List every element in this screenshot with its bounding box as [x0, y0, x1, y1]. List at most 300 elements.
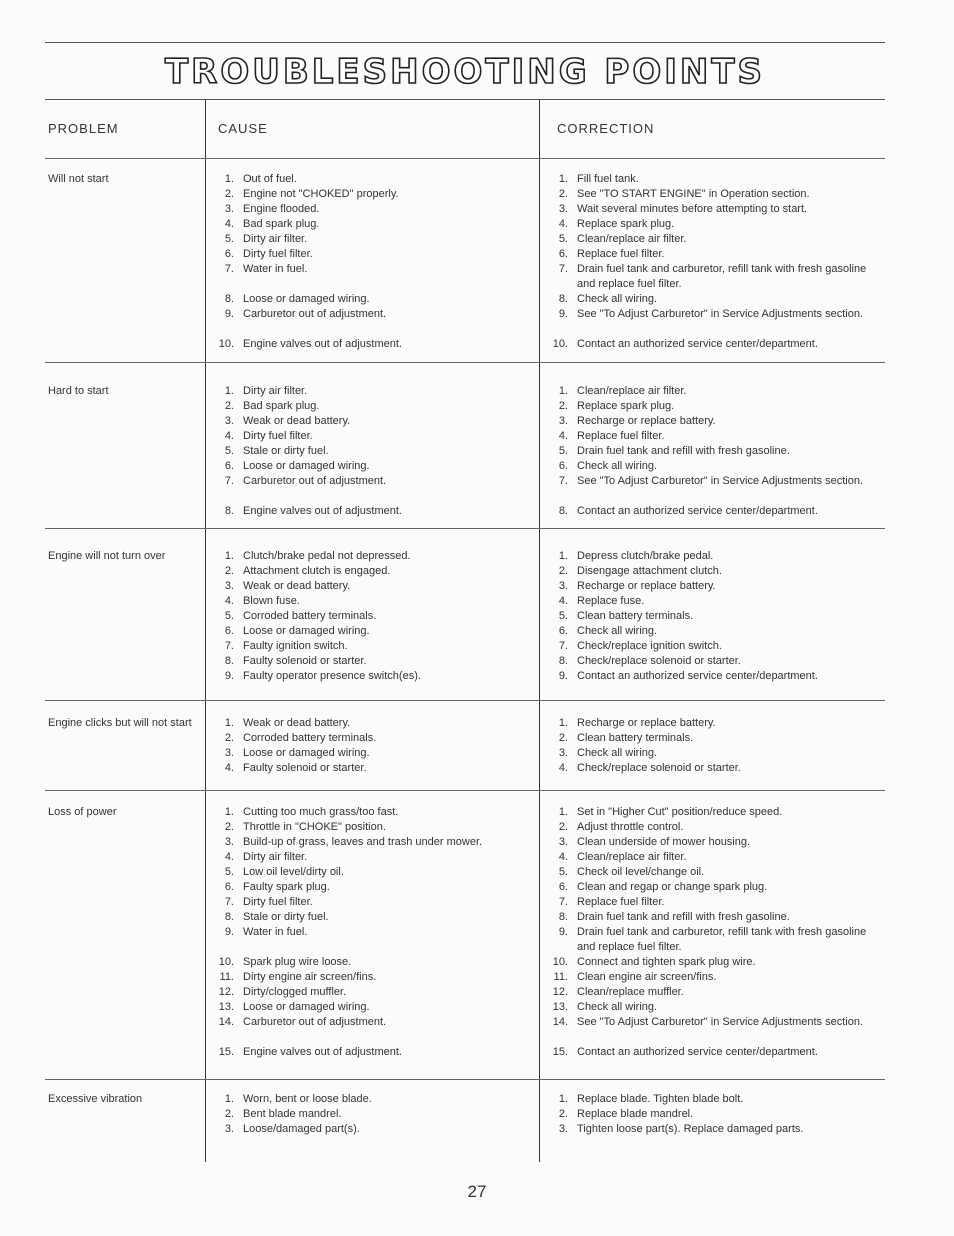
item-text: Replace fuse.	[577, 595, 645, 607]
list-item	[546, 624, 874, 639]
list-item	[546, 761, 874, 776]
problem-label: Will not start	[48, 173, 109, 185]
item-number: 1.	[558, 173, 568, 185]
item-number: 2.	[558, 1108, 568, 1120]
list-item	[546, 820, 874, 835]
item-number: 1.	[558, 385, 568, 397]
list-item	[546, 955, 874, 970]
list-item	[212, 835, 532, 850]
list-item	[212, 639, 532, 654]
item-number: 9.	[558, 926, 568, 938]
list-item	[212, 716, 532, 731]
item-text: Contact an authorized service center/department.	[577, 1046, 818, 1058]
item-text: Clean battery terminals.	[577, 732, 694, 744]
problem-label: Hard to start	[48, 385, 109, 397]
item-number: 10.	[552, 956, 568, 968]
item-number: 3.	[224, 747, 234, 759]
item-number: 2.	[224, 188, 234, 200]
problem-label: Loss of power	[48, 806, 117, 818]
item-number: 10.	[552, 338, 568, 350]
list-item	[546, 172, 874, 187]
item-number: 6.	[224, 625, 234, 637]
item-text: Replace spark plug.	[577, 400, 675, 412]
item-number: 9.	[558, 670, 568, 682]
list-item	[212, 669, 532, 684]
item-number: 11.	[553, 971, 568, 983]
item-text: Corroded battery terminals.	[243, 732, 377, 744]
list-item	[212, 910, 532, 925]
item-text: Bad spark plug.	[243, 400, 320, 412]
item-text: Check/replace ignition switch.	[577, 640, 722, 652]
list-item	[546, 746, 874, 761]
item-text: Tighten loose part(s). Replace damaged parts.	[577, 1123, 804, 1135]
item-number: 6.	[224, 248, 234, 260]
list-item	[546, 444, 874, 459]
item-number: 1.	[558, 1093, 568, 1105]
item-number: 9.	[224, 308, 234, 320]
item-text: Replace spark plug.	[577, 218, 675, 230]
item-text: Dirty fuel filter.	[243, 248, 313, 260]
item-text: Recharge or replace battery.	[577, 717, 716, 729]
item-text: Engine not "CHOKED" properly.	[243, 188, 399, 200]
item-text: Carburetor out of adjustment.	[243, 308, 387, 320]
list-item	[546, 202, 874, 217]
header-rule	[45, 158, 885, 159]
item-number: 6.	[558, 881, 568, 893]
list-item	[546, 1000, 874, 1015]
list-item	[546, 504, 874, 519]
item-number: 8.	[558, 911, 568, 923]
item-text: Check all wiring.	[577, 747, 658, 759]
item-number: 8.	[224, 655, 234, 667]
item-number: 4.	[224, 430, 234, 442]
item-number: 14.	[552, 1016, 568, 1028]
list-item	[212, 202, 532, 217]
item-number: 3.	[558, 1123, 568, 1135]
item-number: 4.	[558, 762, 568, 774]
item-number: 3.	[558, 836, 568, 848]
item-number: 4.	[558, 430, 568, 442]
item-number: 12.	[218, 986, 234, 998]
list-item	[212, 955, 532, 970]
item-number: 3.	[224, 580, 234, 592]
item-text: Weak or dead battery.	[243, 415, 351, 427]
list-item	[546, 925, 874, 955]
item-text: Loose or damaged wiring.	[243, 625, 370, 637]
item-text: Engine valves out of adjustment.	[243, 505, 402, 517]
item-number: 5.	[224, 610, 234, 622]
item-text: Check all wiring.	[577, 1001, 658, 1013]
item-text: See "To Adjust Carburetor" in Service Adjustments section.	[577, 308, 864, 320]
section-rule	[45, 362, 885, 363]
item-number: 2.	[558, 732, 568, 744]
list-item	[212, 880, 532, 895]
item-text: Carburetor out of adjustment.	[243, 475, 387, 487]
list-item	[546, 307, 874, 322]
problem-label: Engine clicks but will not start	[48, 717, 192, 729]
item-number: 9.	[558, 308, 568, 320]
item-text: Check all wiring.	[577, 625, 658, 637]
list-item	[212, 337, 532, 352]
header-cause: CAUSE	[218, 121, 268, 136]
list-item	[212, 1015, 532, 1030]
list-item	[212, 247, 532, 262]
item-text: Build-up of grass, leaves and trash under mower.	[243, 836, 483, 848]
item-text: Blown fuse.	[243, 595, 300, 607]
list-item	[212, 474, 532, 489]
header-problem: PROBLEM	[48, 121, 119, 136]
list-item	[212, 609, 532, 624]
list-item	[212, 820, 532, 835]
item-text: Clean battery terminals.	[577, 610, 694, 622]
item-text: Clean/replace air filter.	[577, 385, 687, 397]
list-item	[546, 429, 874, 444]
column-divider-correction	[539, 100, 540, 1162]
item-text: Clean engine air screen/fins.	[577, 971, 717, 983]
list-item	[212, 399, 532, 414]
item-number: 13.	[218, 1001, 234, 1013]
item-text: Loose or damaged wiring.	[243, 293, 370, 305]
list-item	[546, 549, 874, 564]
item-text: Weak or dead battery.	[243, 717, 351, 729]
item-text: Loose or damaged wiring.	[243, 747, 370, 759]
list-item	[546, 1015, 874, 1030]
item-text: Loose or damaged wiring.	[243, 460, 370, 472]
item-number: 3.	[558, 747, 568, 759]
list-item	[212, 504, 532, 519]
item-number: 4.	[224, 851, 234, 863]
item-number: 7.	[224, 896, 234, 908]
list-item	[546, 217, 874, 232]
item-number: 2.	[224, 821, 234, 833]
item-text: Corroded battery terminals.	[243, 610, 377, 622]
list-item	[546, 609, 874, 624]
item-text: Loose/damaged part(s).	[243, 1123, 360, 1135]
list-item	[212, 746, 532, 761]
item-text: Replace blade. Tighten blade bolt.	[577, 1093, 744, 1105]
item-text: Replace blade mandrel.	[577, 1108, 694, 1120]
item-number: 2.	[558, 821, 568, 833]
list-item	[546, 985, 874, 1000]
item-text: Clean/replace muffler.	[577, 986, 684, 998]
item-number: 1.	[224, 1093, 234, 1105]
item-number: 1.	[224, 385, 234, 397]
item-text: Dirty/clogged muffler.	[243, 986, 347, 998]
list-item	[546, 835, 874, 850]
item-number: 2.	[558, 565, 568, 577]
item-text: Faulty operator presence switch(es).	[243, 670, 421, 682]
item-number: 7.	[224, 475, 234, 487]
item-text: Adjust throttle control.	[577, 821, 684, 833]
item-number: 6.	[224, 460, 234, 472]
item-text: See "TO START ENGINE" in Operation section.	[577, 188, 810, 200]
list-item	[212, 985, 532, 1000]
item-text: Replace fuel filter.	[577, 430, 665, 442]
item-text: Dirty fuel filter.	[243, 896, 313, 908]
item-text: Faulty ignition switch.	[243, 640, 348, 652]
list-item	[546, 564, 874, 579]
item-text: Water in fuel.	[243, 263, 308, 275]
list-item	[546, 384, 874, 399]
item-number: 4.	[558, 851, 568, 863]
item-text: Clean and regap or change spark plug.	[577, 881, 768, 893]
problem-label: Excessive vibration	[48, 1093, 143, 1105]
item-number: 1.	[224, 717, 234, 729]
section-rule	[45, 700, 885, 701]
list-item	[212, 925, 532, 940]
list-item	[546, 654, 874, 669]
item-text: Carburetor out of adjustment.	[243, 1016, 387, 1028]
item-number: 2.	[224, 1108, 234, 1120]
item-number: 2.	[224, 565, 234, 577]
list-item	[212, 1045, 532, 1060]
item-number: 1.	[224, 806, 234, 818]
list-item	[546, 187, 874, 202]
list-item	[212, 731, 532, 746]
item-text: Stale or dirty fuel.	[243, 911, 329, 923]
item-number: 7.	[558, 475, 568, 487]
item-number: 15.	[218, 1046, 234, 1058]
item-number: 8.	[558, 505, 568, 517]
list-item	[212, 1122, 532, 1137]
item-number: 5.	[558, 233, 568, 245]
list-item	[212, 384, 532, 399]
item-number: 9.	[224, 670, 234, 682]
list-item	[546, 1107, 874, 1122]
list-item	[546, 850, 874, 865]
list-item	[212, 172, 532, 187]
item-number: 7.	[558, 896, 568, 908]
list-item	[546, 716, 874, 731]
list-item	[546, 594, 874, 609]
item-number: 3.	[224, 415, 234, 427]
item-text: Contact an authorized service center/department.	[577, 670, 818, 682]
item-text: Wait several minutes before attempting to start.	[577, 203, 808, 215]
item-text: Throttle in "CHOKE" position.	[243, 821, 386, 833]
item-text: Engine flooded.	[243, 203, 320, 215]
item-number: 7.	[224, 263, 234, 275]
list-item	[546, 232, 874, 247]
item-text: Spark plug wire loose.	[243, 956, 352, 968]
section-rule	[45, 528, 885, 529]
item-text: Clean/replace air filter.	[577, 233, 687, 245]
item-text: Attachment clutch is engaged.	[243, 565, 391, 577]
item-number: 1.	[224, 173, 234, 185]
item-number: 8.	[558, 293, 568, 305]
item-text: Disengage attachment clutch.	[577, 565, 722, 577]
item-text: Set in "Higher Cut" position/reduce speed.	[577, 806, 783, 818]
item-text: Weak or dead battery.	[243, 580, 351, 592]
item-text: Check/replace solenoid or starter.	[577, 762, 741, 774]
item-number: 4.	[558, 218, 568, 230]
item-number: 11.	[219, 971, 234, 983]
item-text: See "To Adjust Carburetor" in Service Adjustments section.	[577, 475, 864, 487]
list-item	[212, 292, 532, 307]
item-text: Worn, bent or loose blade.	[243, 1093, 372, 1105]
item-number: 1.	[558, 717, 568, 729]
item-text: Stale or dirty fuel.	[243, 445, 329, 457]
item-text: Bent blade mandrel.	[243, 1108, 342, 1120]
item-number: 5.	[558, 445, 568, 457]
item-number: 6.	[558, 248, 568, 260]
list-item	[212, 1000, 532, 1015]
item-number: 3.	[224, 1123, 234, 1135]
list-item	[546, 459, 874, 474]
item-text: Connect and tighten spark plug wire.	[577, 956, 756, 968]
section-rule	[45, 1079, 885, 1080]
item-number: 7.	[224, 640, 234, 652]
item-text: Replace fuel filter.	[577, 248, 665, 260]
item-text: Drain fuel tank and refill with fresh gasoline.	[577, 911, 790, 923]
item-number: 2.	[224, 400, 234, 412]
item-text: Dirty air filter.	[243, 851, 308, 863]
item-text: Check oil level/change oil.	[577, 866, 705, 878]
item-number: 3.	[558, 415, 568, 427]
item-text: See "To Adjust Carburetor" in Service Adjustments section.	[577, 1016, 864, 1028]
item-text: Dirty engine air screen/fins.	[243, 971, 377, 983]
item-text: Clean underside of mower housing.	[577, 836, 751, 848]
list-item	[212, 549, 532, 564]
item-text: Engine valves out of adjustment.	[243, 338, 402, 350]
list-item	[212, 459, 532, 474]
item-number: 7.	[558, 640, 568, 652]
item-text: Clean/replace air filter.	[577, 851, 687, 863]
list-item	[546, 970, 874, 985]
item-number: 6.	[224, 881, 234, 893]
item-text: Low oil level/dirty oil.	[243, 866, 344, 878]
item-number: 8.	[224, 293, 234, 305]
item-number: 14.	[218, 1016, 234, 1028]
list-item	[546, 865, 874, 880]
list-item	[546, 292, 874, 307]
item-number: 3.	[224, 836, 234, 848]
item-text: Water in fuel.	[243, 926, 308, 938]
item-text: Check all wiring.	[577, 293, 658, 305]
item-number: 3.	[224, 203, 234, 215]
list-item	[546, 1092, 874, 1107]
list-item	[546, 1122, 874, 1137]
item-text: Drain fuel tank and refill with fresh gasoline.	[577, 445, 790, 457]
list-item	[546, 1045, 874, 1060]
list-item	[212, 1107, 532, 1122]
list-item	[546, 247, 874, 262]
list-item	[212, 895, 532, 910]
column-divider-cause	[205, 100, 206, 1162]
problem-label: Engine will not turn over	[48, 550, 166, 562]
item-text: Clutch/brake pedal not depressed.	[243, 550, 411, 562]
list-item	[546, 639, 874, 654]
list-item	[212, 444, 532, 459]
list-item	[546, 262, 874, 292]
item-text: Drain fuel tank and carburetor, refill tank with fresh gasoline and replace fuel filter.	[577, 263, 867, 290]
list-item	[212, 187, 532, 202]
list-item	[546, 910, 874, 925]
item-number: 4.	[224, 595, 234, 607]
page-number: 27	[467, 1182, 487, 1201]
item-number: 8.	[558, 655, 568, 667]
list-item	[546, 399, 874, 414]
section-rule	[45, 790, 885, 791]
item-number: 1.	[224, 550, 234, 562]
item-text: Check all wiring.	[577, 460, 658, 472]
list-item	[212, 624, 532, 639]
item-number: 5.	[558, 610, 568, 622]
item-text: Check/replace solenoid or starter.	[577, 655, 741, 667]
item-number: 6.	[558, 460, 568, 472]
list-item	[212, 217, 532, 232]
item-text: Recharge or replace battery.	[577, 415, 716, 427]
header-correction: CORRECTION	[557, 121, 655, 136]
item-number: 5.	[224, 866, 234, 878]
list-item	[212, 1092, 532, 1107]
item-number: 3.	[558, 203, 568, 215]
list-item	[212, 232, 532, 247]
item-number: 9.	[224, 926, 234, 938]
item-text: Bad spark plug.	[243, 218, 320, 230]
item-number: 1.	[558, 550, 568, 562]
list-item	[212, 262, 532, 277]
list-item	[212, 579, 532, 594]
item-text: Replace fuel filter.	[577, 896, 665, 908]
item-text: Fill fuel tank.	[577, 173, 639, 185]
list-item	[212, 307, 532, 322]
item-number: 2.	[558, 188, 568, 200]
item-text: Faulty solenoid or starter.	[243, 762, 367, 774]
list-item	[212, 761, 532, 776]
list-item	[546, 669, 874, 684]
item-number: 10.	[218, 956, 234, 968]
item-text: Cutting too much grass/too fast.	[243, 806, 399, 818]
top-rule	[45, 42, 885, 43]
list-item	[546, 579, 874, 594]
item-text: Dirty air filter.	[243, 233, 308, 245]
page-title: TROUBLESHOOTING POINTS	[164, 52, 766, 92]
item-number: 5.	[224, 445, 234, 457]
list-item	[546, 731, 874, 746]
item-text: Contact an authorized service center/department.	[577, 505, 818, 517]
item-text: Contact an authorized service center/department.	[577, 338, 818, 350]
list-item	[546, 414, 874, 429]
item-text: Dirty fuel filter.	[243, 430, 313, 442]
list-item	[212, 654, 532, 669]
item-number: 10.	[218, 338, 234, 350]
item-number: 7.	[558, 263, 568, 275]
item-text: Faulty spark plug.	[243, 881, 330, 893]
item-text: Faulty solenoid or starter.	[243, 655, 367, 667]
item-text: Loose or damaged wiring.	[243, 1001, 370, 1013]
list-item	[212, 564, 532, 579]
title-rule	[45, 99, 885, 100]
item-text: Depress clutch/brake pedal.	[577, 550, 714, 562]
item-text: Engine valves out of adjustment.	[243, 1046, 402, 1058]
list-item	[212, 594, 532, 609]
list-item	[546, 895, 874, 910]
list-item	[212, 970, 532, 985]
list-item	[546, 337, 874, 352]
item-number: 4.	[558, 595, 568, 607]
item-number: 13.	[552, 1001, 568, 1013]
item-number: 5.	[224, 233, 234, 245]
item-number: 8.	[224, 505, 234, 517]
item-text: Drain fuel tank and carburetor, refill tank with fresh gasoline and replace fuel filter.	[577, 926, 867, 953]
item-number: 4.	[224, 218, 234, 230]
item-text: Dirty air filter.	[243, 385, 308, 397]
list-item	[546, 805, 874, 820]
item-number: 8.	[224, 911, 234, 923]
item-number: 4.	[224, 762, 234, 774]
list-item	[212, 805, 532, 820]
list-item	[546, 880, 874, 895]
